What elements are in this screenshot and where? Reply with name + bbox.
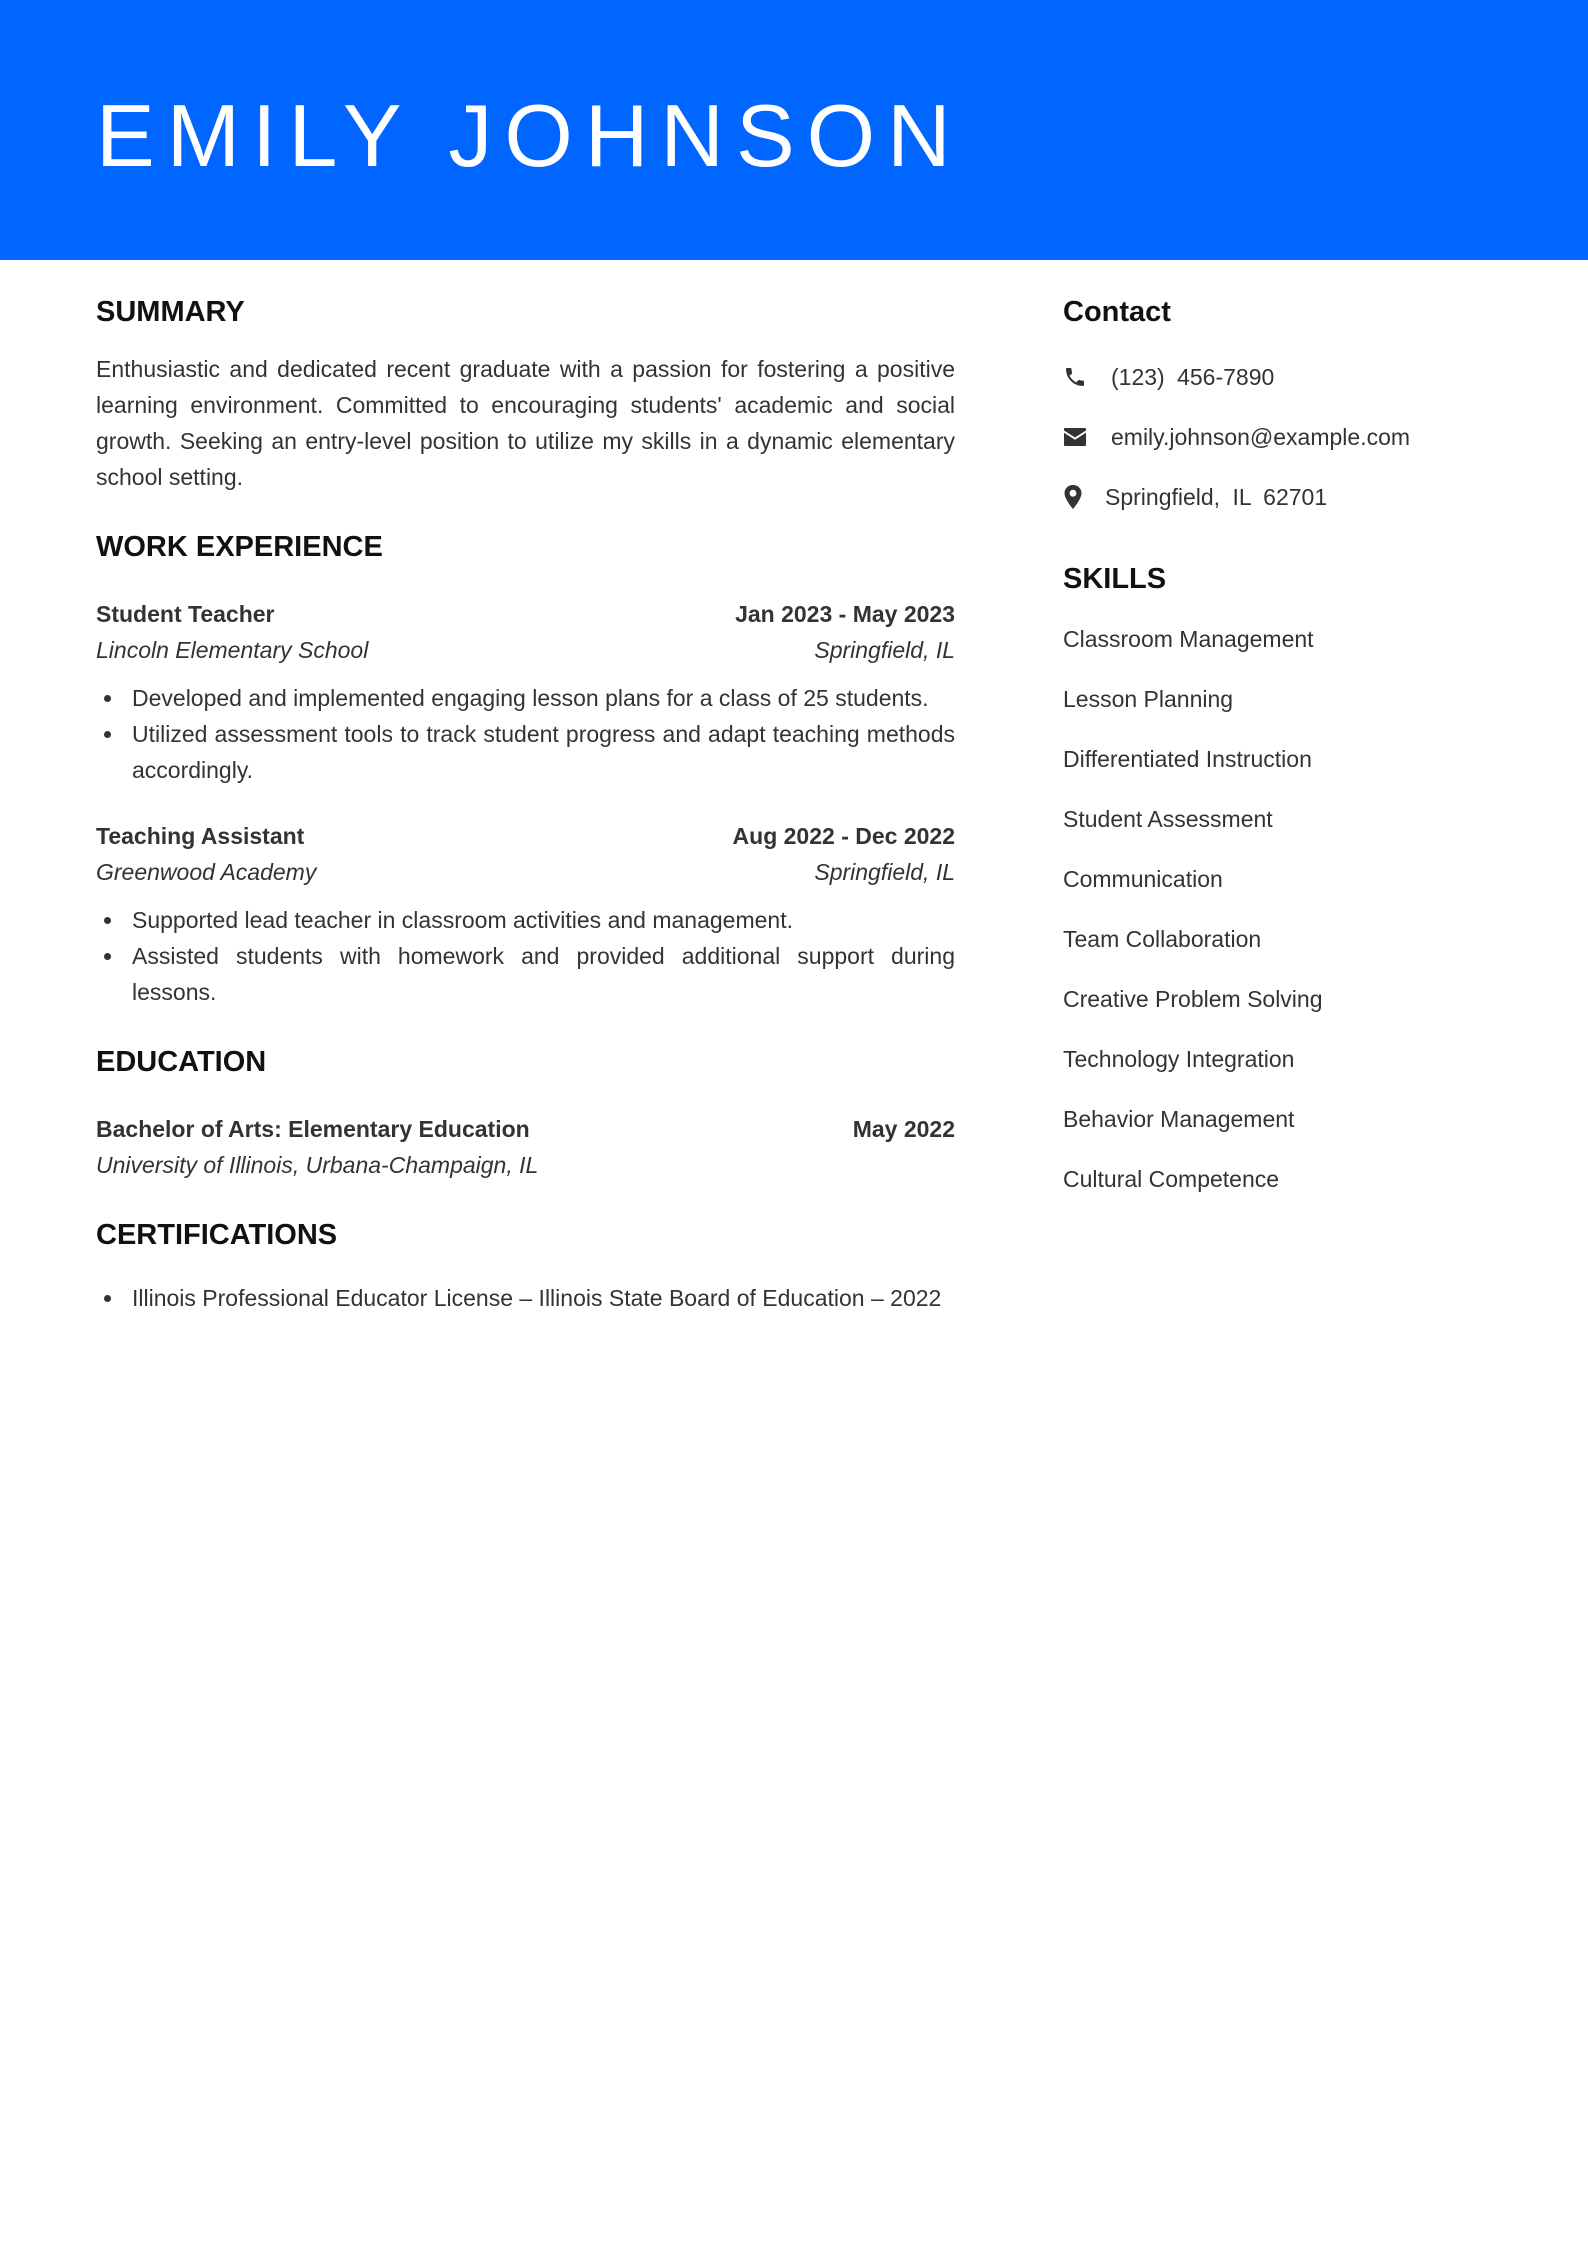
skill-item: Behavior Management: [1063, 1106, 1295, 1132]
email-address: emily.johnson@example.com: [1111, 423, 1411, 450]
skills-heading: SKILLS: [1063, 563, 1167, 595]
sidebar-column: [1063, 290, 1523, 1221]
job-entry: [96, 596, 955, 788]
skill-item: Cultural Competence: [1063, 1166, 1280, 1192]
job-location: Springfield, IL: [814, 637, 955, 663]
contact-phone: [1063, 359, 1523, 395]
graduation-date: May 2022: [852, 1116, 955, 1142]
job-dates: Aug 2022 - Dec 2022: [732, 823, 955, 849]
work-experience-heading: WORK EXPERIENCE: [96, 531, 383, 563]
job-organization: Greenwood Academy: [96, 859, 317, 885]
skill-item: Communication: [1063, 866, 1223, 892]
summary-heading: SUMMARY: [96, 296, 245, 328]
main-column: [96, 290, 955, 1316]
job-bullet: Assisted students with homework and provided additional support during lessons.: [96, 938, 955, 1010]
job-bullets: [96, 902, 955, 1010]
skill-item: Technology Integration: [1063, 1046, 1295, 1072]
map-marker-icon: [1063, 484, 1089, 510]
skill-item: Creative Problem Solving: [1063, 986, 1323, 1012]
skill-item: Lesson Planning: [1063, 686, 1234, 712]
degree: Bachelor of Arts: Elementary Education: [96, 1116, 530, 1142]
job-bullet: Utilized assessment tools to track student progress and adapt teaching methods accordingly.: [96, 716, 955, 788]
job-bullet: Supported lead teacher in classroom activities and management.: [96, 902, 955, 938]
contact-heading: Contact: [1063, 296, 1171, 328]
job-role: Teaching Assistant: [96, 823, 305, 849]
job-bullet: Developed and implemented engaging lesson plans for a class of 25 students.: [96, 680, 955, 716]
job-dates: Jan 2023 - May 2023: [735, 601, 955, 627]
candidate-name: EMILY JOHNSON: [96, 86, 963, 185]
contact-location: [1063, 479, 1523, 515]
contact-email: [1063, 419, 1523, 455]
skill-item: Differentiated Instruction: [1063, 746, 1312, 772]
job-bullets: [96, 680, 955, 788]
skill-item: Team Collaboration: [1063, 926, 1262, 952]
location: Springfield, IL 62701: [1105, 483, 1328, 510]
education-heading: EDUCATION: [96, 1046, 267, 1078]
phone-icon: [1063, 364, 1089, 390]
job-organization: Lincoln Elementary School: [96, 637, 369, 663]
summary-text: Enthusiastic and dedicated recent graduate with a passion for fostering a positive learning environment. Committed to encouraging students' academic and social growth. Seeking an entry-level position to utilize my skills in a dynamic elementary school setting.: [96, 356, 955, 490]
skill-item: Classroom Management: [1063, 626, 1314, 652]
envelope-icon: [1063, 424, 1089, 450]
skill-item: Student Assessment: [1063, 806, 1273, 832]
job-role: Student Teacher: [96, 601, 275, 627]
job-location: Springfield, IL: [814, 859, 955, 885]
certifications-list: [96, 1280, 955, 1316]
school: University of Illinois, Urbana-Champaign, IL: [96, 1152, 539, 1178]
certification-item: Illinois Professional Educator License – Illinois State Board of Education – 2022: [96, 1280, 955, 1316]
phone-number: (123) 456-7890: [1111, 363, 1275, 390]
job-entry: [96, 818, 955, 1010]
certifications-heading: CERTIFICATIONS: [96, 1219, 338, 1251]
header-banner: [0, 0, 1588, 260]
